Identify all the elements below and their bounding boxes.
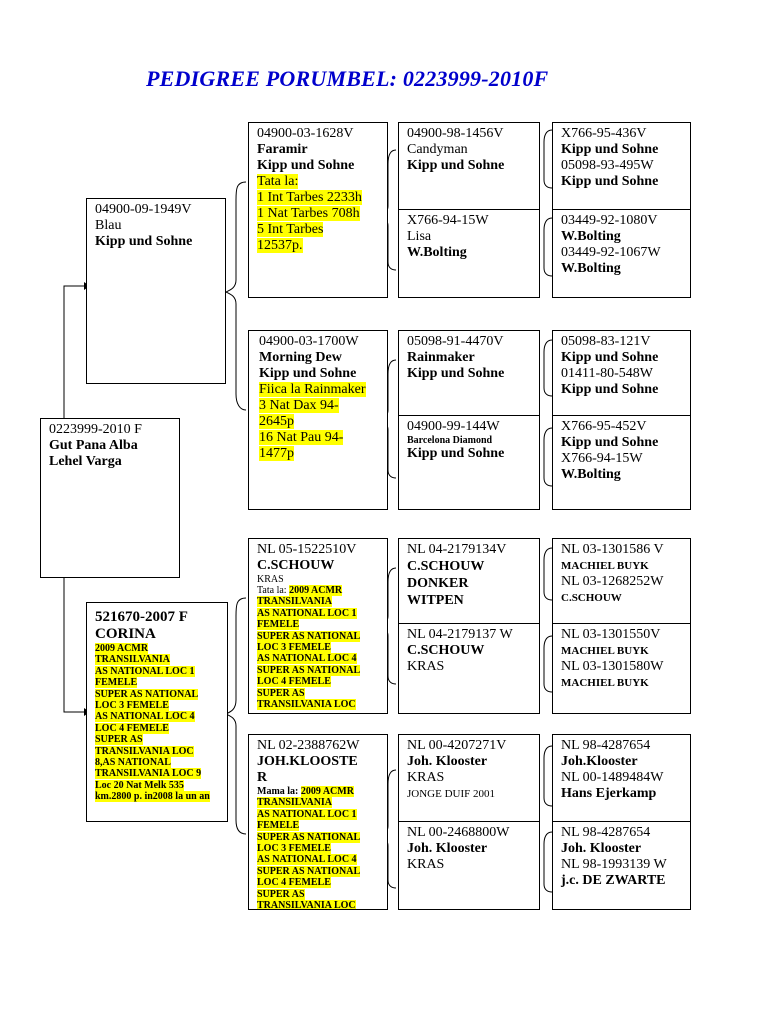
- gen2-note: Mama la: 2009 ACMR: [257, 786, 354, 797]
- gen2-ring: 04900-03-1628V: [257, 126, 354, 141]
- gen2-note: SUPER AS NATIONAL: [257, 630, 361, 642]
- gen4-card: [552, 822, 691, 910]
- gen3-card: [398, 330, 540, 416]
- gen4-breeder: Joh.Klooster: [561, 754, 638, 769]
- gen4-breeder: W.Bolting: [561, 467, 621, 482]
- gen4-breeder: MACHIEL BUYK: [561, 560, 649, 572]
- gen2-name: Morning Dew: [259, 350, 342, 365]
- gen4-ring: NL 98-4287654: [561, 738, 651, 753]
- gen2-note: 1 Nat Tarbes 708h: [257, 206, 360, 221]
- gen4-ring: NL 98-4287654: [561, 825, 651, 840]
- gen2-note: TRANSILVANIA LOC: [257, 699, 356, 711]
- gen2-note: Fiica la Rainmaker: [259, 382, 366, 397]
- gen2-note: LOC 4 FEMELE: [257, 676, 331, 688]
- gen3-card: [398, 822, 540, 910]
- gen4-card: [552, 538, 691, 624]
- gen3-sub: KRAS: [407, 857, 445, 872]
- gen2-note: FEMELE: [257, 619, 300, 631]
- gen4-breeder: Joh. Klooster: [561, 841, 642, 856]
- gen2-note: AS NATIONAL LOC 4: [257, 653, 357, 665]
- gen2-note: SUPER AS: [257, 888, 305, 900]
- gen2-note: 16 Nat Pau 94-: [259, 430, 344, 445]
- gen3-name: C.SCHOUW: [407, 559, 485, 574]
- gen3-name: Lisa: [407, 229, 432, 244]
- page-title: PEDIGREE PORUMBEL: 0223999-2010F: [146, 66, 549, 91]
- gen3-card: [398, 538, 540, 624]
- gen2-note: LOC 4 FEMELE: [257, 877, 331, 889]
- gen4-ring: 05098-83-121V: [561, 334, 651, 349]
- dam-note: LOC 4 FEMELE: [95, 722, 169, 734]
- gen2-name: Faramir: [257, 142, 308, 157]
- gen2-note: TRANSILVANIA: [257, 797, 333, 809]
- gen4-breeder: MACHIEL BUYK: [561, 677, 649, 689]
- dam-note: Loc 20 Nat Melk 535: [95, 779, 184, 791]
- gen3-name: WITPEN: [407, 593, 464, 608]
- dam-note: FEMELE: [95, 677, 138, 689]
- gen4-ring: NL 00-1489484W: [561, 770, 664, 785]
- gen3-name: DONKER: [407, 576, 469, 591]
- gen3-breeder: Kipp und Sohne: [407, 366, 505, 381]
- gen2-note: 2645p: [259, 414, 294, 429]
- gen4-card: [552, 122, 691, 210]
- gen4-card: [552, 330, 691, 416]
- gen2-note: 1 Int Tarbes 2233h: [257, 190, 362, 205]
- gen3-breeder: Kipp und Sohne: [407, 446, 505, 461]
- gen4-breeder: Kipp und Sohne: [561, 142, 659, 157]
- gen4-card: [552, 734, 691, 822]
- dam-note: TRANSILVANIA LOC 9: [95, 768, 202, 780]
- subject-owner: Lehel Varga: [49, 454, 122, 469]
- gen3-card: [398, 416, 540, 510]
- gen4-ring: X766-95-452V: [561, 419, 647, 434]
- gen3-ring: 05098-91-4470V: [407, 334, 504, 349]
- gen4-ring: 05098-93-495W: [561, 158, 654, 173]
- subject-card: [40, 418, 180, 578]
- gen2-ring: NL 02-2388762W: [257, 738, 360, 753]
- gen3-name: Candyman: [407, 142, 468, 157]
- gen3-ring: NL 00-2468800W: [407, 825, 510, 840]
- gen3-card: [398, 624, 540, 714]
- gen3-ring: NL 00-4207271V: [407, 738, 507, 753]
- gen2-note: TRANSILVANIA LOC: [257, 900, 356, 910]
- gen2-note: Tata la: 2009 ACMR: [257, 585, 343, 596]
- gen4-ring: NL 03-1301580W: [561, 659, 664, 674]
- gen2-note: 1477p: [259, 446, 294, 461]
- gen3-sub: JONGE DUIF 2001: [407, 788, 495, 800]
- gen4-ring: X766-95-436V: [561, 126, 647, 141]
- gen3-ring: NL 04-2179134V: [407, 542, 507, 557]
- dam-name: CORINA: [95, 626, 156, 642]
- dam-note: TRANSILVANIA: [95, 654, 171, 666]
- gen3-name: Barcelona Diamond: [407, 435, 493, 446]
- gen2-name: R: [257, 770, 268, 785]
- gen2-note: Tata la:: [257, 174, 299, 189]
- gen4-breeder: Kipp und Sohne: [561, 174, 659, 189]
- gen3-name: Joh. Klooster: [407, 841, 488, 856]
- dam-card: [86, 602, 228, 822]
- gen4-ring: 01411-80-548W: [561, 366, 654, 381]
- gen2-schouw-card: [248, 538, 388, 714]
- dam-note: LOC 3 FEMELE: [95, 700, 169, 712]
- gen3-ring: 04900-98-1456V: [407, 126, 504, 141]
- gen2-note: SUPER AS NATIONAL: [257, 664, 361, 676]
- gen4-ring: NL 98-1993139 W: [561, 857, 667, 872]
- gen4-breeder: j.c. DE ZWARTE: [561, 873, 666, 888]
- gen2-note: FEMELE: [257, 820, 300, 832]
- gen4-ring: X766-94-15W: [561, 451, 643, 466]
- gen3-name: Joh. Klooster: [407, 754, 488, 769]
- gen3-ring: NL 04-2179137 W: [407, 627, 513, 642]
- dam-note: km.2800 p. in2008 la un an: [95, 791, 210, 803]
- gen3-card: [398, 734, 540, 822]
- gen4-breeder: C.SCHOUW: [561, 592, 622, 604]
- gen2-faramir-card: [248, 122, 388, 298]
- gen2-note: AS NATIONAL LOC 1: [257, 607, 357, 619]
- gen3-card: [398, 122, 540, 210]
- gen2-note: SUPER AS NATIONAL: [257, 865, 361, 877]
- gen3-ring: 04900-99-144W: [407, 419, 500, 434]
- gen2-note: AS NATIONAL LOC 4: [257, 854, 357, 866]
- gen2-note: LOC 3 FEMELE: [257, 642, 331, 654]
- gen4-card: [552, 416, 691, 510]
- dam-note: SUPER AS: [95, 734, 143, 746]
- dam-note: 2009 ACMR: [95, 643, 149, 654]
- sire-ring: 04900-09-1949V: [95, 202, 192, 217]
- gen4-breeder: Kipp und Sohne: [561, 350, 659, 365]
- gen3-sub: KRAS: [407, 659, 445, 674]
- dam-note: TRANSILVANIA LOC: [95, 745, 194, 757]
- gen2-name: C.SCHOUW: [257, 558, 335, 573]
- gen2-note: SUPER AS: [257, 687, 305, 699]
- gen2-sub: KRAS: [257, 574, 284, 585]
- gen2-ring: 04900-03-1700W: [259, 334, 359, 349]
- gen4-ring: NL 03-1301586 V: [561, 542, 664, 557]
- gen2-note: 12537p.: [257, 238, 303, 253]
- gen2-note: SUPER AS NATIONAL: [257, 831, 361, 843]
- gen2-klooster-card: [248, 734, 388, 910]
- dam-ring: 521670-2007 F: [95, 609, 188, 625]
- gen4-breeder: MACHIEL BUYK: [561, 645, 649, 657]
- gen4-breeder: Hans Ejerkamp: [561, 786, 657, 801]
- gen2-breeder: Kipp und Sohne: [257, 158, 355, 173]
- gen4-breeder: Kipp und Sohne: [561, 435, 659, 450]
- gen2-morning-dew-card: [248, 330, 388, 510]
- gen4-breeder: Kipp und Sohne: [561, 382, 659, 397]
- gen2-note: TRANSILVANIA: [257, 596, 333, 608]
- gen3-breeder: Kipp und Sohne: [407, 158, 505, 173]
- gen4-ring: NL 03-1268252W: [561, 574, 664, 589]
- gen2-note: 3 Nat Dax 94-: [259, 398, 339, 413]
- subject-ring: 0223999-2010 F: [49, 422, 142, 437]
- sire-breeder: Kipp und Sohne: [95, 234, 193, 249]
- dam-note: AS NATIONAL LOC 4: [95, 711, 195, 723]
- gen2-breeder: Kipp und Sohne: [259, 366, 357, 381]
- sire-card: [86, 198, 226, 384]
- gen4-card: [552, 210, 691, 298]
- gen4-ring: 03449-92-1067W: [561, 245, 661, 260]
- dam-note: SUPER AS NATIONAL: [95, 688, 199, 700]
- dam-note: 8,AS NATIONAL: [95, 757, 171, 769]
- gen3-name: C.SCHOUW: [407, 643, 485, 658]
- gen2-note: LOC 3 FEMELE: [257, 843, 331, 855]
- gen2-ring: NL 05-1522510V: [257, 542, 357, 557]
- gen3-card: [398, 210, 540, 298]
- gen2-note: AS NATIONAL LOC 1: [257, 808, 357, 820]
- gen3-name: Rainmaker: [407, 350, 475, 365]
- subject-name: Gut Pana Alba: [49, 438, 138, 453]
- gen4-card: [552, 624, 691, 714]
- gen3-sub: KRAS: [407, 770, 445, 785]
- gen4-breeder: W.Bolting: [561, 261, 621, 276]
- gen3-breeder: W.Bolting: [407, 245, 467, 260]
- gen2-note: 5 Int Tarbes: [257, 222, 324, 237]
- gen2-name: JOH.KLOOSTE: [257, 754, 358, 769]
- gen4-breeder: W.Bolting: [561, 229, 621, 244]
- gen4-ring: NL 03-1301550V: [561, 627, 661, 642]
- sire-name: Blau: [95, 218, 122, 233]
- dam-note: AS NATIONAL LOC 1: [95, 665, 195, 677]
- gen4-ring: 03449-92-1080V: [561, 213, 658, 228]
- gen3-ring: X766-94-15W: [407, 213, 489, 228]
